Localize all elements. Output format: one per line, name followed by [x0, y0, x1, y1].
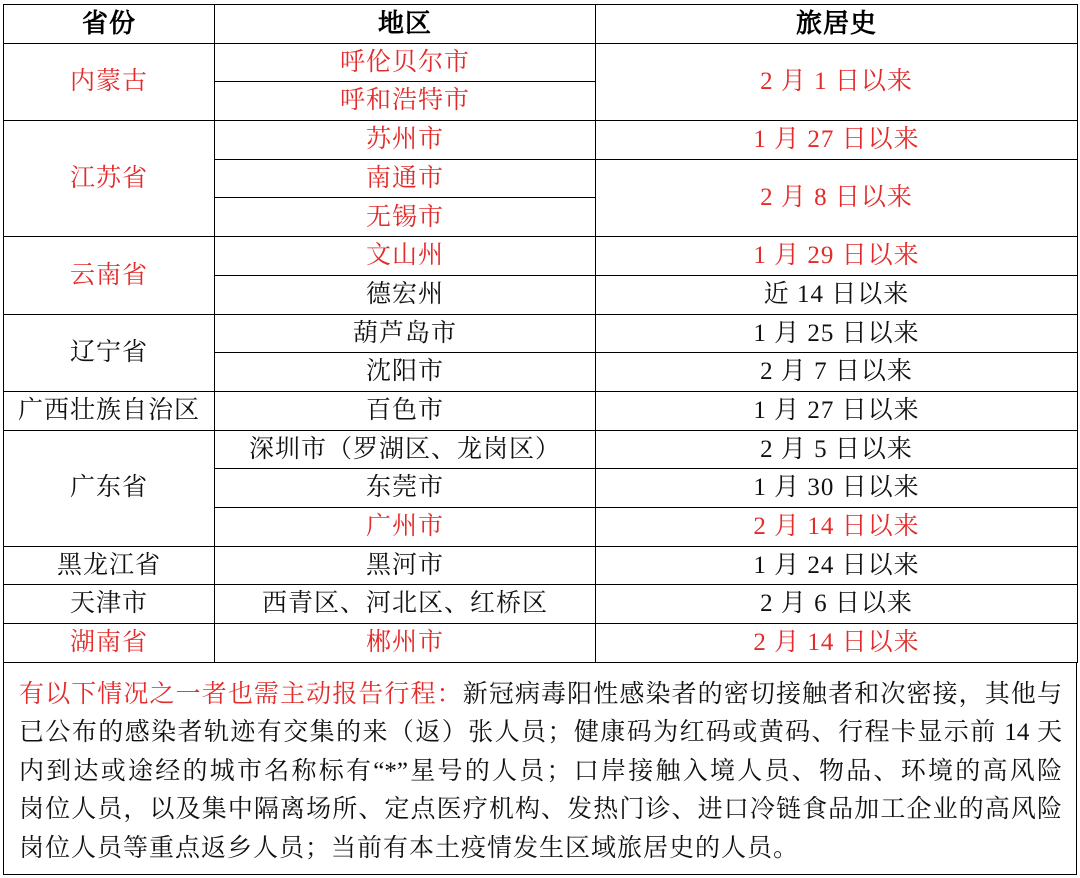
- note-line: 已公布的感染者轨迹有交集的来（返）张人员；健康码为红码或黄码、行程卡显示前 14 天: [19, 719, 1062, 747]
- header-province: 省份: [4, 5, 215, 44]
- province-cell: 云南省: [4, 237, 215, 314]
- table-row: [4, 624, 1078, 663]
- region-cell: 郴州市: [215, 624, 596, 663]
- travel-history-cell: 2 月 14 日以来: [596, 507, 1078, 546]
- province-cell: 黑龙江省: [4, 546, 215, 585]
- region-cell: 东莞市: [215, 469, 596, 508]
- region-cell: 沈阳市: [215, 353, 596, 392]
- header-region: 地区: [215, 5, 596, 44]
- region-cell: 苏州市: [215, 121, 596, 160]
- region-cell: 文山州: [215, 237, 596, 276]
- province-cell: 广东省: [4, 430, 215, 546]
- table-row: [4, 237, 1078, 276]
- province-cell: 天津市: [4, 585, 215, 624]
- travel-history-cell: 1 月 30 日以来: [596, 469, 1078, 508]
- note-text: 新冠病毒阳性感染者的密切接触者和次密接，其他与: [462, 680, 1062, 708]
- note-lead: 有以下情况之一者也需主动报告行程：: [19, 680, 463, 708]
- region-cell: 南通市: [215, 159, 596, 198]
- note-line: 岗位人员，以及集中隔离场所、定点医疗机构、发热门诊、进口冷链食品加工企业的高风险: [19, 796, 1062, 824]
- note-line: 岗位人员等重点返乡人员；当前有本土疫情发生区域旅居史的人员。: [19, 834, 800, 862]
- travel-history-cell: 1 月 24 日以来: [596, 546, 1078, 585]
- region-cell: 呼和浩特市: [215, 82, 596, 121]
- region-cell: 深圳市（罗湖区、龙岗区）: [215, 430, 596, 469]
- table-row: [4, 430, 1078, 469]
- travel-history-cell: 1 月 25 日以来: [596, 314, 1078, 353]
- province-cell: 广西壮族自治区: [4, 391, 215, 430]
- travel-history-cell: 2 月 6 日以来: [596, 585, 1078, 624]
- travel-history-cell: 1 月 27 日以来: [596, 391, 1078, 430]
- travel-history-cell: 2 月 14 日以来: [596, 624, 1078, 663]
- region-cell: 西青区、河北区、红桥区: [215, 585, 596, 624]
- table-body: [4, 43, 1078, 662]
- travel-history-cell: 2 月 1 日以来: [596, 43, 1078, 120]
- region-cell: 呼伦贝尔市: [215, 43, 596, 82]
- note-line: [19, 676, 1062, 715]
- region-cell: 黑河市: [215, 546, 596, 585]
- province-cell: 江苏省: [4, 121, 215, 237]
- travel-history-cell: 2 月 7 日以来: [596, 353, 1078, 392]
- region-cell: 葫芦岛市: [215, 314, 596, 353]
- province-cell: 辽宁省: [4, 314, 215, 391]
- table-row: [4, 121, 1078, 160]
- region-cell: 德宏州: [215, 275, 596, 314]
- table-row: [4, 546, 1078, 585]
- note-line: 内到达或途经的城市名称标有“*”星号的人员；口岸接触入境人员、物品、环境的高风险: [19, 757, 1062, 785]
- travel-history-cell: 2 月 5 日以来: [596, 430, 1078, 469]
- travel-history-cell: 1 月 27 日以来: [596, 121, 1078, 160]
- travel-history-cell: 近 14 日以来: [596, 275, 1078, 314]
- table-row: [4, 585, 1078, 624]
- travel-history-cell: 1 月 29 日以来: [596, 237, 1078, 276]
- header-travel-history: 旅居史: [596, 5, 1078, 44]
- region-cell: 百色市: [215, 391, 596, 430]
- header-row: [4, 5, 1078, 44]
- province-cell: 湖南省: [4, 624, 215, 663]
- region-cell: 广州市: [215, 507, 596, 546]
- table-row: [4, 314, 1078, 353]
- travel-history-cell: 2 月 8 日以来: [596, 159, 1078, 236]
- note-box: [3, 663, 1077, 875]
- table-row: [4, 43, 1078, 82]
- table-header: [4, 5, 1078, 44]
- province-cell: 内蒙古: [4, 43, 215, 120]
- table-row: [4, 391, 1078, 430]
- travel-history-sheet: [3, 4, 1077, 875]
- travel-history-table: [3, 4, 1078, 663]
- region-cell: 无锡市: [215, 198, 596, 237]
